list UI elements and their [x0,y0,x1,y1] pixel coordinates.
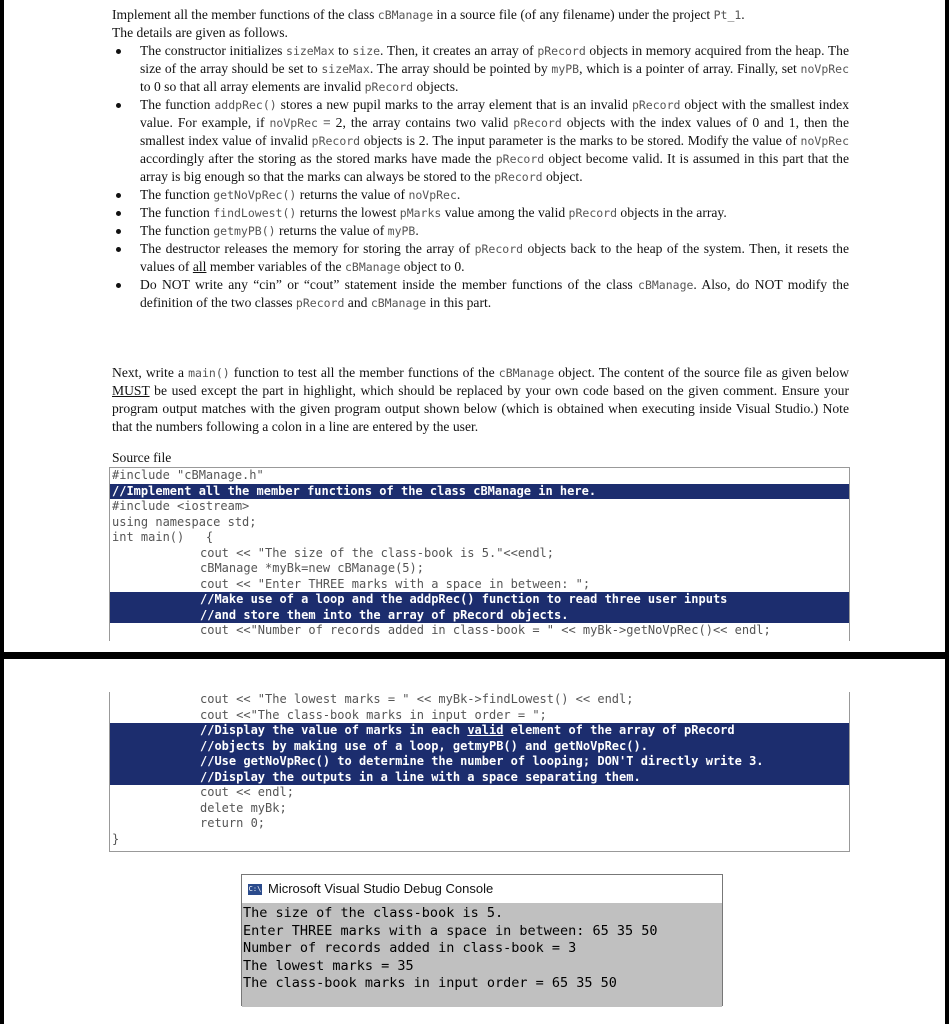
code-line: cout << "Enter THREE marks with a space in between: "; [200,576,591,591]
text: Implement all the member functions of the class [112,7,378,22]
code-line: cout <<"Number of records added in class-book = " << myBk->getNoVpRec()<< endl; [200,623,771,637]
code-line: return 0; [200,816,266,830]
code-line-highlight: //Display the value of marks in each valid element of the array of pRecord [110,723,849,739]
code-line: #include "cBManage.h" [112,468,264,482]
console-title-bar [242,875,722,903]
bullet-constructor: The constructor initializes sizeMax to size. Then, it creates an array of pRecord objects in memory acquired from the heap. The size of the array should be set to sizeMax. The array should be pointed by myPB, which is a pointer of array. Finally, set noVpRec to 0 so that all array elements are invalid pRecord objects. [112,42,849,96]
code-term: cBManage [377,8,434,22]
console-line: Enter THREE marks with a space in between: 65 35 50 [243,922,658,939]
console-title: Microsoft Visual Studio Debug Console [268,881,494,896]
code-line-highlight: //Make use of a loop and the addpRec() function to read three user inputs [110,592,849,608]
bullet-getmypb: The function getmyPB() returns the value of myPB. [112,222,849,240]
code-block-bottom [109,692,850,852]
code-term: Pt_1 [713,8,742,22]
console-line: Number of records added in class-book = 3 [243,940,577,956]
intro-line-2: The details are given as follows. [112,25,288,40]
console-line: The class-book marks in input order = 65 35 50 [243,975,617,991]
bullet-no-cin-cout: Do NOT write any “cin” or “cout” statement inside the member functions of the class cBManage. Also, do NOT modify the definition of the two classes pRecord and cBManage in this part. [112,276,849,312]
console-line: The lowest marks = 35 [243,957,414,974]
source-file-label: Source file [112,450,172,465]
code-block-top [109,467,850,641]
code-line: cBManage *myBk=new cBManage(5); [200,561,424,575]
console-icon: C:\ [248,885,262,894]
code-line: cout << "The lowest marks = " << myBk->findLowest() << endl; [200,692,634,706]
debug-console [241,874,723,1006]
code-line: cout << endl; [200,785,294,799]
bullet-addprec: The function addpRec() stores a new pupil marks to the array element that is an invalid pRecord object with the smallest index value. For example, if noVpRec = 2, the array contains two valid pRecord objects with the index values of 0 and 1, then the smallest index value of invalid pRecord objects is 2. The input parameter is the marks to be stored. Modify the value of noVpRec accordingly after the storing as the stored marks have made the pRecord object become valid. It is assumed in this part that the array is big enough so that the marks can always be stored to the pRecord object. [112,96,849,186]
console-output [242,903,722,1007]
code-line: using namespace std; [112,514,257,529]
console-line: The size of the class-book is 5. [243,905,504,921]
text: . [741,7,745,22]
code-line-highlight: //Implement all the member functions of the class cBManage in here. [110,484,849,500]
code-line-highlight: //Use getNoVpRec() to determine the number of looping; DON'T directly write 3. [110,754,849,770]
code-line: delete myBk; [200,800,287,815]
code-line: int main() { [112,530,214,544]
intro-line [112,6,849,24]
bullet-destructor: The destructor releases the memory for storing the array of pRecord objects back to the heap of the system. Then, it resets the values of all member variables of the cBManage object to 0. [112,240,849,276]
main-instructions: Next, write a main() function to test all the member functions of the cBManage object. The content of the source file as given below MUST be used except the part in highlight, which should be replaced by your own code based on the given comment. Ensure your program output matches with the given program output shown below (which is obtained when executing inside Visual Studio.) Note that the numbers following a colon in a line are entered by the user. [112,365,850,434]
code-line: cout << "The size of the class-book is 5."<<endl; [200,545,555,560]
code-line: } [112,831,120,846]
bullet-findlowest: The function findLowest() returns the lowest pMarks value among the valid pRecord objects in the array. [112,204,849,222]
bullet-getnovprec: The function getNoVpRec() returns the value of noVpRec. [112,186,849,204]
text: in a source file (of any filename) under the project [433,7,714,22]
document-page-bottom [4,659,945,1024]
code-line: cout <<"The class-book marks in input order = "; [200,707,547,722]
document-page-top [4,0,945,652]
instructions [112,6,849,312]
code-line-highlight: //and store them into the array of pRecord objects. [110,608,849,624]
code-line-highlight: //Display the outputs in a line with a space separating them. [110,770,849,786]
code-line: #include <iostream> [112,499,250,513]
code-line-highlight: //objects by making use of a loop, getmyPB() and getNoVpRec(). [110,739,849,755]
